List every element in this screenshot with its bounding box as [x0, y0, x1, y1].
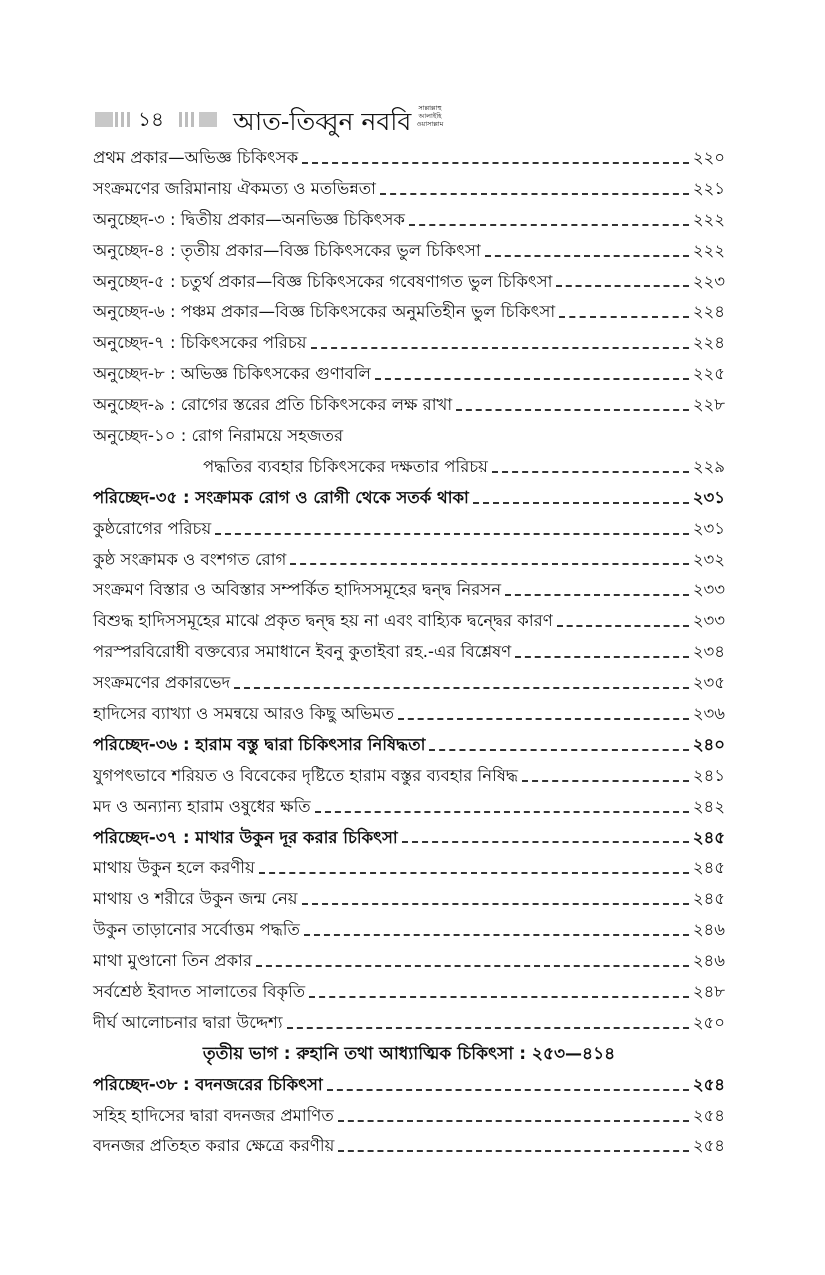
header-decor-bar-right — [199, 112, 217, 127]
toc-entry-page: ২৪২ — [692, 796, 725, 816]
toc-entry-page: ২৪১ — [692, 765, 725, 785]
toc-entry-page: ২৩৪ — [692, 642, 725, 662]
toc-entry-page: ২৫৪ — [692, 1074, 725, 1094]
toc-entry-page: ২৪৬ — [692, 951, 725, 971]
toc-entry[interactable] — [93, 915, 725, 946]
toc-entry-title: পরিচ্ছেদ-৩৬ : হারাম বস্তু দ্বারা চিকিৎসার নিষিদ্ধতা — [93, 734, 426, 754]
toc-entry-title: মদ ও অন্যান্য হারাম ওষুধের ক্ষতি — [93, 796, 311, 816]
dot-leader — [522, 780, 689, 782]
dot-leader — [556, 285, 688, 287]
header-decor-bar-left — [95, 112, 113, 127]
toc-entry[interactable] — [93, 359, 725, 390]
toc-entry-page: ২৪৫ — [692, 858, 725, 878]
toc-entry-title: তৃতীয় ভাগ : রুহানি তথা আধ্যাত্মিক চিকিৎসা : ২৫৩—৪১৪ — [202, 1043, 616, 1064]
dot-leader — [429, 749, 688, 751]
toc-entry-title: প্রথম প্রকার—অভিজ্ঞ চিকিৎসক — [93, 147, 299, 167]
toc-entry[interactable] — [93, 1101, 725, 1132]
toc-entry-page: ২২১ — [692, 178, 725, 198]
dot-leader — [287, 1027, 689, 1029]
toc-entry-title: পরস্পরবিরোধী বক্তব্যের সমাধানে ইবনু কুতাইবা রহ.-এর বিশ্লেষণ — [93, 642, 512, 662]
toc-entry[interactable] — [93, 205, 725, 236]
toc-entry-title: মাথায় ও শরীরে উকুন জন্ম নেয় — [93, 889, 298, 909]
toc-entry[interactable] — [93, 514, 725, 545]
dot-leader — [315, 811, 689, 813]
book-title: আত-তিব্বুন নববি — [233, 107, 412, 136]
toc-entry-title: কুষ্ঠরোগের পরিচয় — [93, 518, 212, 538]
dot-leader — [485, 255, 689, 257]
toc-entry-page: ২৩৫ — [692, 673, 725, 693]
toc-entry-page: ২২০ — [692, 147, 725, 167]
toc-entry-title: সহিহ হাদিসের দ্বারা বদনজর প্রমাণিত — [93, 1105, 334, 1125]
dot-leader — [338, 1150, 689, 1152]
header-decor-stripes-right — [179, 112, 197, 127]
dot-leader — [234, 687, 689, 689]
toc-entry-title: পরিচ্ছেদ-৩৫ : সংক্রামক রোগ ও রোগী থেকে সতর্ক থাকা — [93, 487, 469, 507]
dot-leader — [256, 965, 689, 967]
toc-entry-page: ২২৯ — [692, 456, 725, 476]
toc-entry-title: বিশুদ্ধ হাদিসসমূহের মাঝে প্রকৃত দ্বন্দ্ব হয় না এবং বাহ্যিক দ্বন্দ্বের কারণ — [93, 611, 553, 631]
dot-leader — [492, 471, 689, 473]
dot-leader — [456, 409, 689, 411]
toc-entry-title: পরিচ্ছেদ-৩৭ : মাথার উকুন দূর করার চিকিৎসা — [93, 827, 398, 847]
dot-leader — [505, 594, 689, 596]
dot-leader — [559, 316, 689, 318]
toc-entry[interactable] — [93, 328, 725, 359]
toc-entry-title: উকুন তাড়ানোর সর্বোত্তম পদ্ধতি — [93, 920, 300, 940]
dot-leader — [311, 347, 689, 349]
toc-entry-title: অনুচ্ছেদ-৫ : চতুর্থ প্রকার—বিজ্ঞ চিকিৎসকের গবেষণাগত ভুল চিকিৎসা — [93, 271, 553, 291]
dot-leader — [304, 934, 689, 936]
dot-leader — [409, 224, 689, 226]
toc-chapter-entry[interactable] — [93, 730, 725, 761]
table-of-contents — [93, 143, 725, 1162]
toc-entry[interactable] — [93, 575, 725, 606]
dot-leader — [259, 872, 689, 874]
dot-leader — [309, 996, 689, 998]
toc-entry-title: বদনজর প্রতিহত করার ক্ষেত্রে করণীয় — [93, 1136, 335, 1156]
toc-entry-page: ২৫৪ — [692, 1105, 725, 1125]
toc-entry-page: ২৩২ — [692, 549, 725, 569]
toc-entry[interactable] — [93, 792, 725, 823]
toc-entry[interactable] — [93, 853, 725, 884]
toc-entry-page: ২৪৫ — [692, 889, 725, 909]
toc-entry-page: ২৫০ — [692, 1012, 725, 1032]
toc-entry-continuation[interactable] — [93, 452, 725, 483]
dot-leader — [290, 563, 688, 565]
toc-entry-page: ২৩৩ — [692, 611, 725, 631]
toc-entry[interactable] — [93, 946, 725, 977]
dot-leader — [473, 502, 689, 504]
toc-chapter-entry[interactable] — [93, 1070, 725, 1101]
toc-entry[interactable] — [93, 884, 725, 915]
toc-entry-title: সংক্রমণ বিস্তার ও অবিস্তার সম্পর্কিত হাদিসসমূহের দ্বন্দ্ব নিরসন — [93, 580, 502, 600]
toc-chapter-entry[interactable] — [93, 823, 725, 854]
honorific-calligraphy: সাল্লাল্লাহু আলাইহি ওয়াসাল্লাম — [416, 104, 444, 128]
toc-entry[interactable] — [93, 606, 725, 637]
toc-entry[interactable] — [93, 421, 725, 452]
toc-entry-page: ২৪০ — [692, 734, 725, 754]
toc-entry-title: অনুচ্ছেদ-৬ : পঞ্চম প্রকার—বিজ্ঞ চিকিৎসকের অনুমতিহীন ভুল চিকিৎসা — [93, 302, 556, 322]
dot-leader — [557, 625, 689, 627]
toc-entry-title: অনুচ্ছেদ-৪ : তৃতীয় প্রকার—বিজ্ঞ চিকিৎসকের ভুল চিকিৎসা — [93, 240, 481, 260]
toc-entry-page: ২৪৬ — [692, 920, 725, 940]
toc-entry[interactable] — [93, 545, 725, 576]
dot-leader — [302, 903, 689, 905]
toc-entry-title: অনুচ্ছেদ-১০ : রোগ নিরাময়ে সহজতর — [93, 426, 344, 445]
toc-entry-title: সর্বশ্রেষ্ঠ ইবাদত সালাতের বিকৃতি — [93, 982, 306, 1002]
toc-entry-page: ২২৪ — [692, 302, 725, 322]
toc-entry[interactable] — [93, 699, 725, 730]
toc-entry[interactable] — [93, 637, 725, 668]
toc-entry-title: মাথায় উকুন হলে করণীয় — [93, 858, 255, 878]
toc-entry-page: ২৩১ — [692, 487, 725, 507]
toc-entry-page: ২৫৪ — [692, 1136, 725, 1156]
toc-entry-page: ২৪৮ — [692, 982, 725, 1002]
header-decor-stripes-left — [115, 112, 133, 127]
toc-entry[interactable] — [93, 174, 725, 205]
toc-entry[interactable] — [93, 236, 725, 267]
toc-entry-title: মাথা মুণ্ডানো তিন প্রকার — [93, 951, 253, 971]
toc-entry-title: অনুচ্ছেদ-৯ : রোগের স্তরের প্রতি চিকিৎসকের লক্ষ রাখা — [93, 395, 453, 415]
toc-entry[interactable] — [93, 668, 725, 699]
toc-entry-page: ২৩৩ — [692, 580, 725, 600]
toc-entry-title: পদ্ধতির ব্যবহার চিকিৎসকের দক্ষতার পরিচয় — [203, 456, 488, 476]
dot-leader — [380, 193, 689, 195]
dot-leader — [215, 533, 689, 535]
toc-entry-title: দীর্ঘ আলোচনার দ্বারা উদ্দেশ্য — [93, 1012, 283, 1032]
toc-entry-title: কুষ্ঠ সংক্রামক ও বংশগত রোগ — [93, 549, 287, 569]
toc-entry[interactable] — [93, 761, 725, 792]
toc-entry[interactable] — [93, 977, 725, 1008]
toc-chapter-entry[interactable] — [93, 483, 725, 514]
toc-entry-page: ২৩১ — [692, 518, 725, 538]
toc-entry[interactable] — [93, 297, 725, 328]
dot-leader — [327, 1089, 689, 1091]
toc-entry[interactable] — [93, 390, 725, 421]
toc-entry-title: সংক্রমণের প্রকারভেদ — [93, 673, 231, 693]
toc-entry-page: ২২২ — [692, 240, 725, 260]
toc-entry-page: ২৪৫ — [692, 827, 725, 847]
dot-leader — [338, 1120, 689, 1122]
dot-leader — [402, 841, 689, 843]
toc-entry-page: ২২৩ — [692, 271, 725, 291]
running-header — [95, 102, 735, 138]
toc-entry-page: ২২৫ — [692, 364, 725, 384]
toc-entry-title: অনুচ্ছেদ-৭ : চিকিৎসকের পরিচয় — [93, 333, 307, 353]
toc-entry-title: অনুচ্ছেদ-৮ : অভিজ্ঞ চিকিৎসকের গুণাবলি — [93, 364, 371, 384]
toc-entry[interactable] — [93, 1008, 725, 1039]
toc-entry-page: ২৩৬ — [692, 704, 725, 724]
dot-leader — [398, 718, 689, 720]
toc-entry-page: ২২৮ — [692, 395, 725, 415]
dot-leader — [302, 162, 689, 164]
toc-entry-title: হাদিসের ব্যাখ্যা ও সমন্বয়ে আরও কিছু অভিমত — [93, 704, 394, 724]
toc-entry[interactable] — [93, 1132, 725, 1163]
dot-leader — [515, 656, 689, 658]
toc-entry[interactable] — [93, 143, 725, 174]
toc-entry-title: পরিচ্ছেদ-৩৮ : বদনজরের চিকিৎসা — [93, 1074, 323, 1094]
page-number: ১৪ — [138, 107, 164, 131]
toc-part-heading[interactable] — [93, 1039, 725, 1070]
toc-entry-title: অনুচ্ছেদ-৩ : দ্বিতীয় প্রকার—অনভিজ্ঞ চিকিৎসক — [93, 209, 405, 229]
toc-entry-title: যুগপৎভাবে শরিয়ত ও বিবেকের দৃষ্টিতে হারাম বস্তুর ব্যবহার নিষিদ্ধ — [93, 765, 519, 785]
toc-entry-title: সংক্রমণের জরিমানায় ঐকমত্য ও মতভিন্নতা — [93, 178, 376, 198]
toc-entry[interactable] — [93, 267, 725, 298]
dot-leader — [375, 378, 689, 380]
toc-entry-page: ২২৪ — [692, 333, 725, 353]
toc-entry-page: ২২২ — [692, 209, 725, 229]
